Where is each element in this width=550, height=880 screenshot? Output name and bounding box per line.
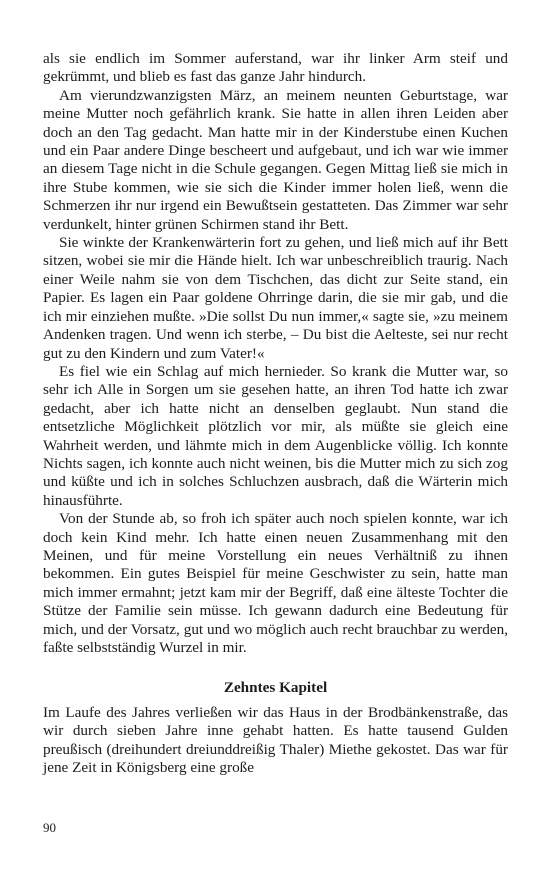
paragraph-birthday: Am vierundzwanzigsten März, an meinem neunten Geburtstage, war meine Mutter noch gefährlich krank. Sie hatte in allen ihren Leiden aber doch an den Tag gedacht. Man hatte mir in der Kinderstube einen Kuchen und ein Paar andere Dinge bescheert und aufgebaut, und ich war wie immer an diesem Tage nicht in die Schule gegangen. Gegen Mittag ließ sie mich in ihre Stube kommen, wie sie sich die Kinder immer holen ließ, wenn die Schmerzen ihr nur irgend ein Bewußtsein gestatteten. Das Zimmer war sehr verdunkelt, hinter grünen Schirmen stand ihr Bett.: [43, 86, 508, 233]
paragraph-no-longer-child: Von der Stunde ab, so froh ich später auch noch spielen konnte, war ich doch kein Kind mehr. Ich hatte einen neuen Zusammenhang mit den Meinen, und für meine Vorstellung ein neues Verhältniß zu ihnen bekommen. Ein gutes Beispiel für meine Geschwister zu sein, hatte man mich immer ermahnt; jetzt kam mir der Begriff, daß eine älteste Tochter die Stütze der Familie sein müsse. Ich gewann dadurch eine Bedeutung für mich, und der Vorsatz, gut und wo möglich auch recht brauchbar zu werden, faßte selbstständig Wurzel in mir.: [43, 510, 508, 656]
paragraph-shock: Es fiel wie ein Schlag auf mich hernieder. So krank die Mutter war, so sehr ich Alle in Sorgen um sie gesehen hatte, an ihren Tod hatte ich zwar gedacht, aber ich hatte nicht an denselben geglaubt. Nun stand die entsetzliche Möglichkeit plötzlich vor mir, als müßte sie gleich eine Wahrheit werden, und lähmte mich in dem Augenblicke völlig. Ich konnte Nichts sagen, ich konnte auch nicht weinen, bis die Mutter mich zu sich zog und küßte und ich in solches Schluchzen ausbrach, daß die Wärterin mich hinausführte.: [43, 362, 508, 509]
chapter-title: Zehntes Kapitel: [223, 679, 328, 697]
paragraph-continuation: als sie endlich im Sommer auferstand, war ihr linker Arm steif und gekrümmt, und blieb es fast das ganze Jahr hindurch.: [43, 50, 508, 86]
paragraph-chapter-start: Im Laufe des Jahres verließen wir das Haus in der Brodbänkenstraße, das wir durch sieben Jahre inne gehabt hatten. Es hatte tausend Gulden preußisch (dreihundert dreiunddreißig Thaler) Miethe gekostet. Das war für jene Zeit in Königsberg eine große: [43, 703, 508, 777]
book-page: [43, 50, 508, 777]
paragraph-earrings: Sie winkte der Krankenwärterin fort zu gehen, und ließ mich auf ihr Bett sitzen, wobei sie mir die Hände hielt. Ich war unbeschreiblich traurig. Nach einer Weile nahm sie von dem Tischchen, das dicht zur Seite stand, ein Papier. Es lagen ein Paar goldene Ohrringe darin, die sie mir gab, und die ich mir einziehen mußte. »Die sollst Du nun immer,« sagte sie, »zu meinem Andenken tragen. Und wenn ich sterbe, – Du bist die Aelteste, sei nur recht gut zu den Kindern und zum Vater!«: [43, 234, 508, 362]
page-number: 90: [43, 820, 56, 835]
